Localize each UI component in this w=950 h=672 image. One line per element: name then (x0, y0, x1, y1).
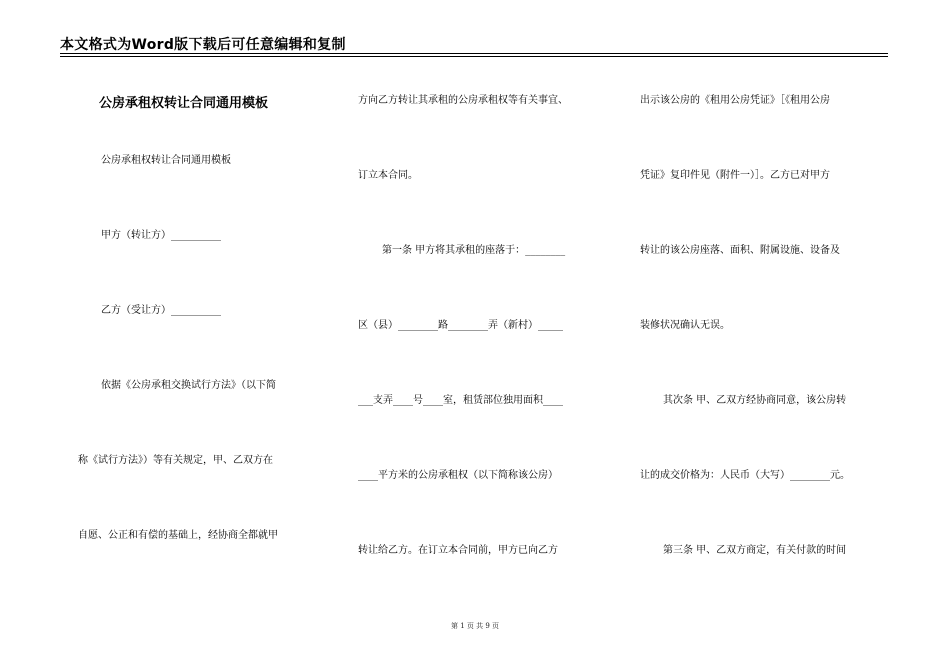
column-3-line: 让的成交价格为：人民币（大写）________元。 (640, 470, 850, 481)
column-1-line: 称《试行方法》）等有关规定，甲、乙双方在 (78, 455, 273, 466)
column-2-line: 转让给乙方。在订立本合同前，甲方已向乙方 (358, 545, 558, 556)
column-3-line: 装修状况确认无误。 (640, 320, 730, 331)
column-2-line: 区（县）________路________弄（新村）_____ (358, 320, 563, 331)
document-title: 公房承租权转让合同通用模板 (99, 96, 269, 111)
column-3-line: 第三条 甲、乙双方商定，有关付款的时间 (663, 545, 847, 556)
column-3-line: 其次条 甲、乙双方经协商同意，该公房转 (663, 395, 847, 406)
header-divider (60, 53, 888, 54)
column-3-line: 转让的该公房座落、面积、附属设施、设备及 (640, 245, 840, 256)
header-divider-secondary (60, 56, 888, 57)
column-3-line: 出示该公房的《租用公房凭证》［《租用公房 (640, 95, 830, 106)
column-1-line: 自愿、公正和有偿的基础上，经协商全都就甲 (78, 530, 278, 541)
column-2-line: 方向乙方转让其承租的公房承租权等有关事宜、 (358, 95, 568, 106)
column-1-line: 甲方（转让方）__________ (101, 230, 221, 241)
page-footer: 第 1 页 共 9 页 (450, 622, 500, 630)
column-1-line: 乙方（受让方）__________ (101, 305, 221, 316)
column-1-line: 依据《公房承租交换试行方法》（以下简 (101, 380, 276, 391)
page-header-title: 本文格式为Word版下载后可任意编辑和复制 (60, 37, 346, 53)
column-1-line: 公房承租权转让合同通用模板 (101, 155, 231, 166)
column-2-line: 第一条 甲方将其承租的座落于：________ (382, 245, 566, 256)
column-2-line: ___支弄____号____室，租赁部位独用面积____ (358, 395, 563, 406)
column-2-line: 订立本合同。 (358, 170, 418, 181)
column-2-line: ____平方米的公房承租权（以下简称该公房） (358, 470, 558, 481)
column-3-line: 凭证》复印件见（附件一）］。乙方已对甲方 (640, 170, 830, 181)
